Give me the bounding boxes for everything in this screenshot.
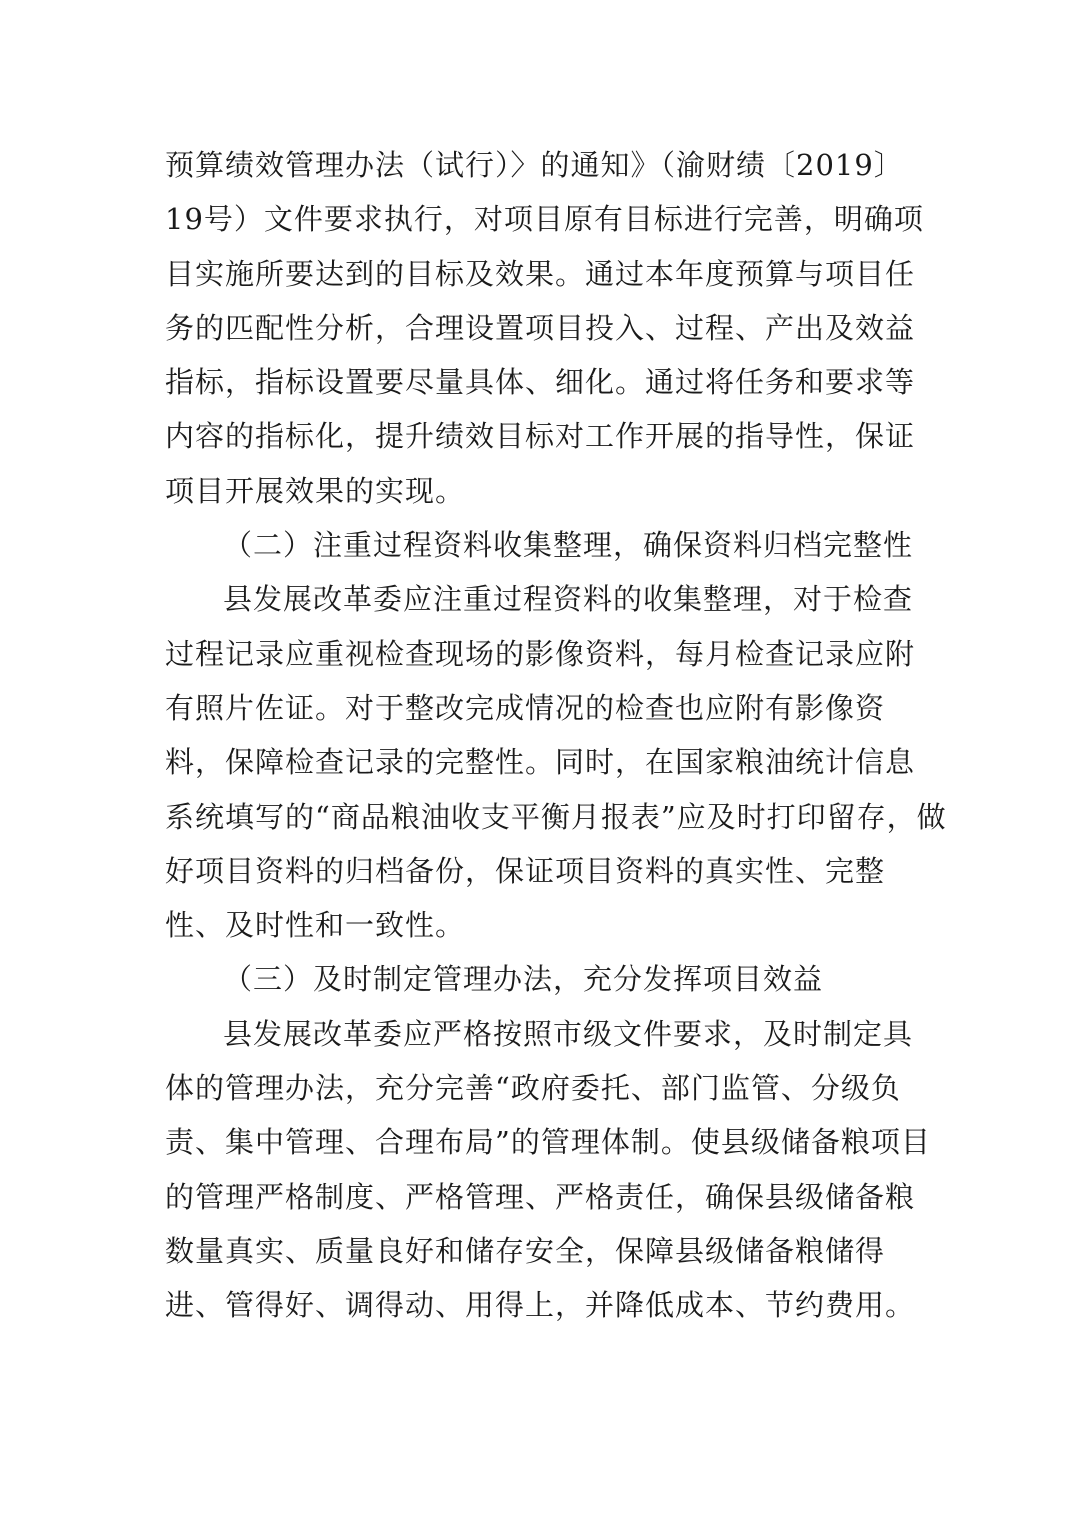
text-line: 内容的指标化，提升绩效目标对工作开展的指导性，保证 [165,419,916,454]
text-line: 务的匹配性分析，合理设置项目投入、过程、产出及效益 [165,310,916,345]
text-line: 料，保障检查记录的完整性。同时，在国家粮油统计信息 [165,745,916,780]
section-heading-2 [165,518,915,572]
paragraph-3 [165,1007,931,1333]
section-heading-text: （二）注重过程资料收集整理，确保资料归档完整性 [223,528,914,563]
text-line: 目实施所要达到的目标及效果。通过本年度预算与项目任 [165,256,916,291]
text-line: 的管理严格制度、严格管理、严格责任，确保县级储备粮 [165,1179,916,1214]
text-line: 好项目资料的归档备份，保证项目资料的真实性、完整 [165,853,886,888]
text-line: 性、及时性和一致性。 [165,908,466,943]
text-line: 县发展改革委应严格按照市级文件要求，及时制定具 [223,1016,914,1051]
document-body [165,138,947,1333]
text-line: 县发展改革委应注重过程资料的收集整理，对于检查 [223,582,914,617]
text-line: 19号）文件要求执行，对项目原有目标进行完善，明确项 [165,202,924,237]
text-line: 指标，指标设置要尽量具体、细化。通过将任务和要求等 [165,365,916,400]
paragraph-2 [165,572,947,952]
text-line: 进、管得好、调得动、用得上，并降低成本、节约费用。 [165,1288,916,1323]
text-line: 过程记录应重视检查现场的影像资料，每月检查记录应附 [165,636,916,671]
text-line: 项目开展效果的实现。 [165,473,466,508]
text-line: 数量真实、质量良好和储存安全，保障县级储备粮储得 [165,1233,886,1268]
text-line: 责、集中管理、合理布局”的管理体制。使县级储备粮项目 [165,1125,931,1160]
paragraph-1 [165,138,924,518]
section-heading-3 [165,952,915,1006]
text-line: 系统填写的“商品粮油收支平衡月报表”应及时打印留存，做 [165,799,947,834]
text-line: 有照片佐证。对于整改完成情况的检查也应附有影像资 [165,690,886,725]
section-heading-text: （三）及时制定管理办法，充分发挥项目效益 [223,962,824,997]
text-line: 体的管理办法，充分完善“政府委托、部门监管、分级负 [165,1071,901,1106]
text-line: 预算绩效管理办法（试行）〉的通知》（渝财绩〔2019〕 [165,148,904,182]
